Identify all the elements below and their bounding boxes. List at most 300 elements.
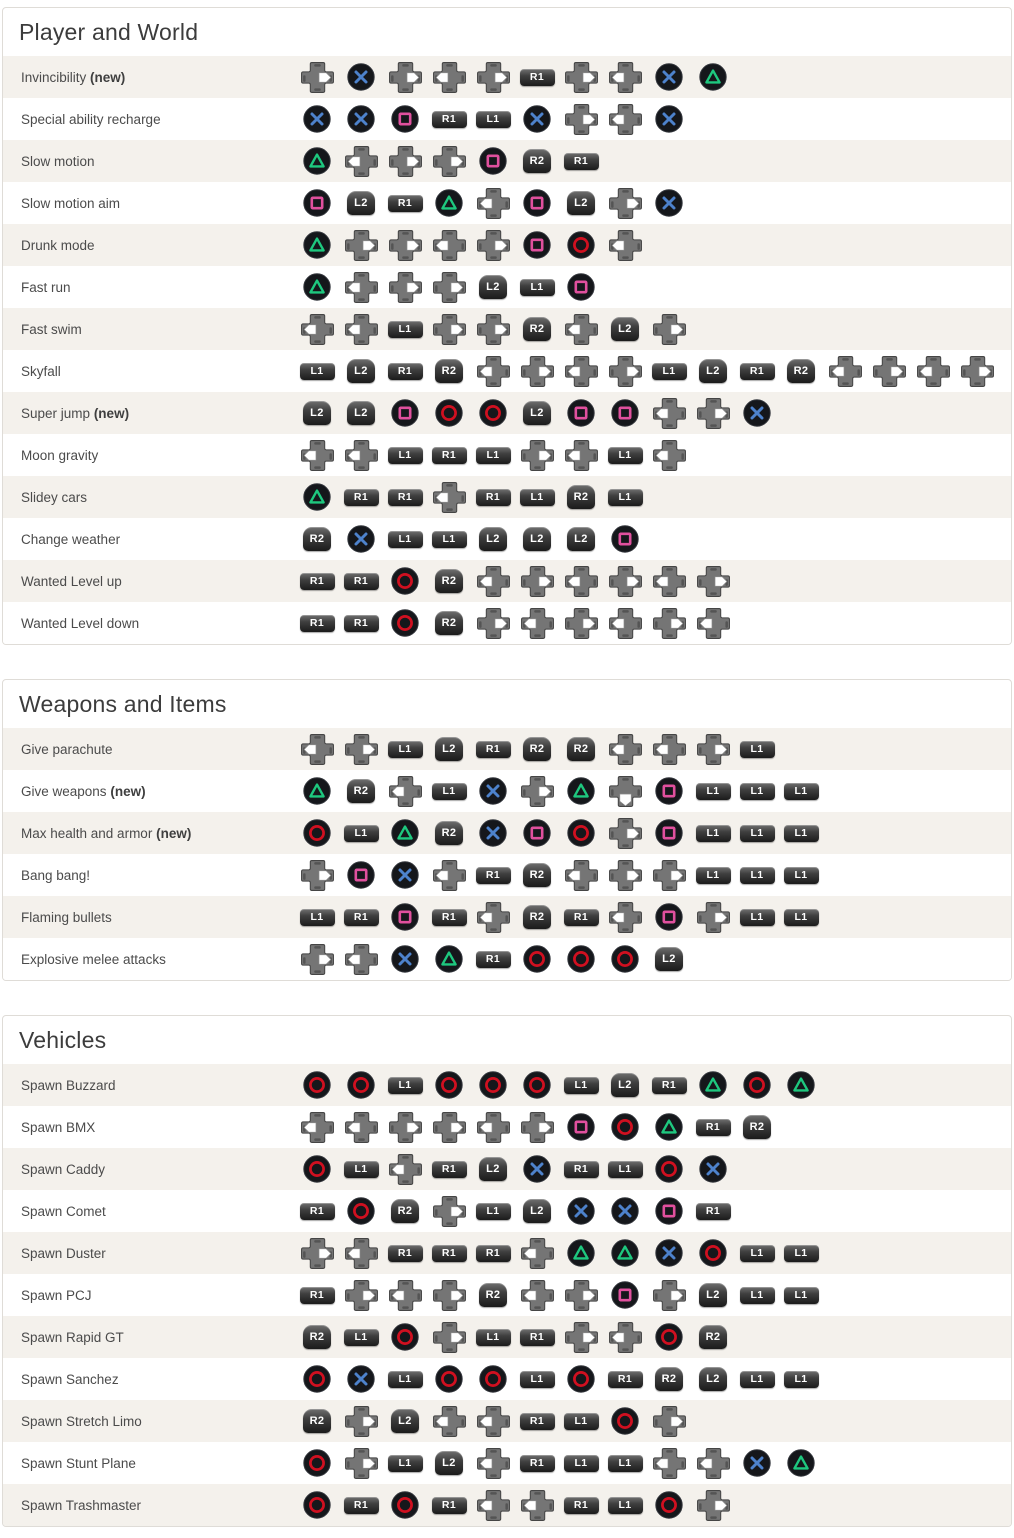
btn-square-icon xyxy=(647,903,691,931)
button-slot xyxy=(603,1497,647,1514)
dpad-right-icon xyxy=(647,313,691,346)
btn-triangle-icon xyxy=(295,483,339,511)
button-slot xyxy=(471,447,515,464)
button-slot xyxy=(691,783,735,800)
btn-l2-icon: L2 xyxy=(523,1199,551,1223)
btn-l1-icon: L1 xyxy=(696,825,731,842)
button-slot xyxy=(779,783,823,800)
btn-x-icon xyxy=(339,1365,383,1393)
btn-l1-icon: L1 xyxy=(608,1497,643,1514)
dpad-right-icon xyxy=(691,565,735,598)
dpad-right-icon xyxy=(559,1321,603,1354)
btn-l2-icon: L2 xyxy=(567,191,595,215)
button-slot xyxy=(339,1161,383,1178)
button-sequence xyxy=(295,187,691,220)
button-slot xyxy=(471,867,515,884)
dpad-right-icon xyxy=(295,61,339,94)
dpad-left-icon xyxy=(603,103,647,136)
btn-l1-icon: L1 xyxy=(300,909,335,926)
btn-square-icon xyxy=(559,399,603,427)
dpad-left-icon xyxy=(383,775,427,808)
btn-r1-icon: R1 xyxy=(652,1077,687,1094)
dpad-left-icon xyxy=(471,901,515,934)
cheat-name: Max health and armor (new) xyxy=(21,825,192,841)
btn-l1-icon: L1 xyxy=(784,1245,819,1262)
cheat-row xyxy=(3,224,1011,266)
button-sequence xyxy=(295,943,691,976)
btn-x-icon xyxy=(647,105,691,133)
button-slot xyxy=(515,401,559,425)
btn-x-icon xyxy=(691,1155,735,1183)
btn-l1-icon: L1 xyxy=(476,1203,511,1220)
btn-x-icon xyxy=(471,819,515,847)
btn-r2-icon: R2 xyxy=(303,527,331,551)
btn-l1-icon: L1 xyxy=(564,1455,599,1472)
dpad-left-icon xyxy=(603,901,647,934)
btn-r2-icon: R2 xyxy=(391,1199,419,1223)
button-slot xyxy=(471,527,515,551)
btn-r1-icon: R1 xyxy=(520,69,555,86)
btn-triangle-icon xyxy=(559,777,603,805)
button-slot xyxy=(339,401,383,425)
dpad-right-icon xyxy=(559,61,603,94)
cheat-row xyxy=(3,476,1011,518)
button-slot xyxy=(427,909,471,926)
button-slot xyxy=(471,1283,515,1307)
btn-r1-icon: R1 xyxy=(476,741,511,758)
btn-circle-icon xyxy=(603,1113,647,1141)
button-slot xyxy=(559,1077,603,1094)
dpad-right-icon xyxy=(339,1405,383,1438)
button-slot xyxy=(559,1455,603,1472)
btn-circle-icon xyxy=(559,1365,603,1393)
dpad-right-icon xyxy=(559,607,603,640)
dpad-right-icon xyxy=(647,1279,691,1312)
button-sequence xyxy=(295,103,691,136)
button-slot xyxy=(559,1161,603,1178)
dpad-left-icon xyxy=(471,1489,515,1522)
cheat-name: Spawn Caddy xyxy=(21,1161,106,1177)
button-slot xyxy=(295,573,339,590)
cheat-row xyxy=(3,308,1011,350)
cheat-name: Give parachute xyxy=(21,741,113,757)
dpad-right-icon xyxy=(427,1321,471,1354)
btn-x-icon xyxy=(603,1197,647,1225)
dpad-right-icon xyxy=(647,1405,691,1438)
button-slot xyxy=(427,821,471,845)
button-slot xyxy=(779,1371,823,1388)
cheat-name: Spawn Comet xyxy=(21,1203,106,1219)
cheat-row xyxy=(3,854,1011,896)
button-slot xyxy=(471,1203,515,1220)
cheat-name: Spawn PCJ xyxy=(21,1287,92,1303)
btn-l1-icon: L1 xyxy=(784,867,819,884)
button-slot xyxy=(339,825,383,842)
btn-r1-icon: R1 xyxy=(344,573,379,590)
button-slot xyxy=(559,153,603,170)
cheat-name: Spawn Buzzard xyxy=(21,1077,116,1093)
btn-r2-icon: R2 xyxy=(567,737,595,761)
btn-r1-icon: R1 xyxy=(344,489,379,506)
cheat-section xyxy=(2,7,1012,645)
btn-l1-icon: L1 xyxy=(388,1455,423,1472)
btn-x-icon xyxy=(383,861,427,889)
button-slot xyxy=(339,909,383,926)
dpad-right-icon xyxy=(515,439,559,472)
dpad-left-icon xyxy=(647,733,691,766)
dpad-left-icon xyxy=(339,439,383,472)
new-badge: (new) xyxy=(93,405,130,421)
cheat-name: Drunk mode xyxy=(21,237,95,253)
button-sequence xyxy=(295,61,735,94)
cheat-row xyxy=(3,896,1011,938)
dpad-right-icon xyxy=(471,61,515,94)
btn-r2-icon: R2 xyxy=(479,1283,507,1307)
btn-l2-icon: L2 xyxy=(347,359,375,383)
dpad-right-icon xyxy=(295,943,339,976)
dpad-left-icon xyxy=(603,229,647,262)
btn-circle-icon xyxy=(295,819,339,847)
cheat-codes-page xyxy=(0,7,1014,1527)
btn-l1-icon: L1 xyxy=(740,909,775,926)
btn-l2-icon: L2 xyxy=(479,275,507,299)
button-slot xyxy=(559,737,603,761)
dpad-left-icon xyxy=(823,355,867,388)
button-sequence xyxy=(295,733,779,766)
button-slot xyxy=(515,489,559,506)
button-slot xyxy=(295,527,339,551)
cheat-name: Skyfall xyxy=(21,363,61,379)
button-slot xyxy=(471,1245,515,1262)
btn-circle-icon xyxy=(515,1071,559,1099)
dpad-right-icon xyxy=(471,313,515,346)
button-slot xyxy=(691,1203,735,1220)
btn-r1-icon: R1 xyxy=(300,1203,335,1220)
btn-x-icon xyxy=(383,945,427,973)
btn-circle-icon xyxy=(647,1323,691,1351)
btn-circle-icon xyxy=(471,399,515,427)
dpad-left-icon xyxy=(515,607,559,640)
button-slot xyxy=(735,1245,779,1262)
btn-l1-icon: L1 xyxy=(344,825,379,842)
btn-r1-icon: R1 xyxy=(520,1413,555,1430)
new-badge: (new) xyxy=(90,69,126,85)
button-slot xyxy=(339,615,383,632)
dpad-left-icon xyxy=(603,733,647,766)
btn-x-icon xyxy=(647,1239,691,1267)
dpad-down-icon xyxy=(603,775,647,808)
btn-l2-icon: L2 xyxy=(303,401,331,425)
button-slot xyxy=(295,401,339,425)
btn-square-icon xyxy=(295,189,339,217)
button-slot xyxy=(779,825,823,842)
button-sequence xyxy=(295,525,647,553)
dpad-right-icon xyxy=(691,901,735,934)
cheat-row xyxy=(3,98,1011,140)
btn-l2-icon: L2 xyxy=(523,401,551,425)
btn-l1-icon: L1 xyxy=(432,783,467,800)
cheat-name: Wanted Level down xyxy=(21,615,140,631)
btn-r1-icon: R1 xyxy=(432,447,467,464)
btn-r2-icon: R2 xyxy=(523,905,551,929)
button-slot xyxy=(603,1161,647,1178)
btn-r1-icon: R1 xyxy=(388,1245,423,1262)
cheat-row xyxy=(3,182,1011,224)
button-slot xyxy=(691,1119,735,1136)
cheat-row xyxy=(3,602,1011,644)
dpad-right-icon xyxy=(471,607,515,640)
button-slot xyxy=(427,611,471,635)
btn-l1-icon: L1 xyxy=(784,1371,819,1388)
button-sequence xyxy=(295,859,823,892)
dpad-left-icon xyxy=(515,1279,559,1312)
cheat-row xyxy=(3,560,1011,602)
button-slot xyxy=(735,1371,779,1388)
button-slot xyxy=(515,1455,559,1472)
dpad-left-icon xyxy=(515,1237,559,1270)
dpad-left-icon xyxy=(339,145,383,178)
dpad-left-icon xyxy=(691,1447,735,1480)
button-slot xyxy=(603,1455,647,1472)
btn-r1-icon: R1 xyxy=(300,615,335,632)
button-slot xyxy=(647,1077,691,1094)
btn-l1-icon: L1 xyxy=(344,1161,379,1178)
button-sequence xyxy=(295,271,603,304)
dpad-left-icon xyxy=(295,313,339,346)
button-slot xyxy=(515,1371,559,1388)
dpad-right-icon xyxy=(691,397,735,430)
button-slot xyxy=(559,485,603,509)
btn-circle-icon xyxy=(515,945,559,973)
btn-square-icon xyxy=(603,1281,647,1309)
btn-circle-icon xyxy=(383,567,427,595)
btn-r1-icon: R1 xyxy=(520,1455,555,1472)
cheat-name: Slow motion xyxy=(21,153,95,169)
button-slot xyxy=(735,741,779,758)
button-sequence xyxy=(295,313,691,346)
btn-l2-icon: L2 xyxy=(479,527,507,551)
btn-l1-icon: L1 xyxy=(740,825,775,842)
cheat-row xyxy=(3,392,1011,434)
btn-l1-icon: L1 xyxy=(476,447,511,464)
button-slot xyxy=(383,1409,427,1433)
btn-square-icon xyxy=(559,273,603,301)
button-slot xyxy=(427,737,471,761)
button-slot xyxy=(471,741,515,758)
dpad-right-icon xyxy=(603,187,647,220)
cheat-name: Invincibility (new) xyxy=(21,69,126,85)
button-sequence xyxy=(295,397,779,430)
dpad-right-icon xyxy=(383,229,427,262)
dpad-right-icon xyxy=(559,1279,603,1312)
button-slot xyxy=(339,191,383,215)
btn-x-icon xyxy=(339,525,383,553)
btn-triangle-icon xyxy=(295,231,339,259)
btn-l1-icon: L1 xyxy=(300,363,335,380)
btn-l2-icon: L2 xyxy=(699,359,727,383)
button-slot xyxy=(427,1497,471,1514)
button-slot xyxy=(735,1115,779,1139)
button-sequence xyxy=(295,1365,823,1393)
btn-r1-icon: R1 xyxy=(388,363,423,380)
btn-square-icon xyxy=(647,777,691,805)
btn-square-icon xyxy=(471,147,515,175)
btn-l1-icon: L1 xyxy=(696,867,731,884)
btn-circle-icon xyxy=(603,1407,647,1435)
btn-l2-icon: L2 xyxy=(479,1157,507,1181)
button-slot xyxy=(515,863,559,887)
btn-l2-icon: L2 xyxy=(523,527,551,551)
btn-l1-icon: L1 xyxy=(608,1161,643,1178)
btn-r1-icon: R1 xyxy=(388,195,423,212)
dpad-left-icon xyxy=(427,1405,471,1438)
dpad-right-icon xyxy=(427,313,471,346)
button-slot xyxy=(647,947,691,971)
button-slot xyxy=(559,909,603,926)
btn-circle-icon xyxy=(427,399,471,427)
btn-circle-icon xyxy=(295,1365,339,1393)
button-slot xyxy=(427,1451,471,1475)
btn-r2-icon: R2 xyxy=(743,1115,771,1139)
btn-l1-icon: L1 xyxy=(564,1413,599,1430)
dpad-left-icon xyxy=(471,1447,515,1480)
btn-l1-icon: L1 xyxy=(740,741,775,758)
button-slot xyxy=(295,1287,339,1304)
btn-r1-icon: R1 xyxy=(432,1245,467,1262)
btn-r1-icon: R1 xyxy=(696,1203,731,1220)
dpad-left-icon xyxy=(427,481,471,514)
btn-l1-icon: L1 xyxy=(432,531,467,548)
btn-r1-icon: R1 xyxy=(564,1497,599,1514)
btn-x-icon xyxy=(339,105,383,133)
dpad-right-icon xyxy=(691,733,735,766)
cheat-row xyxy=(3,1106,1011,1148)
cheat-row xyxy=(3,1316,1011,1358)
section-title: Vehicles xyxy=(19,1027,107,1053)
btn-triangle-icon xyxy=(295,777,339,805)
btn-square-icon xyxy=(383,105,427,133)
btn-l1-icon: L1 xyxy=(388,531,423,548)
dpad-right-icon xyxy=(955,355,999,388)
cheat-section xyxy=(2,1015,1012,1527)
button-sequence xyxy=(295,1447,823,1480)
btn-circle-icon xyxy=(383,1323,427,1351)
button-slot xyxy=(427,359,471,383)
button-slot xyxy=(295,909,339,926)
btn-l2-icon: L2 xyxy=(435,1451,463,1475)
button-slot xyxy=(559,1413,603,1430)
button-slot xyxy=(339,1497,383,1514)
btn-l2-icon: L2 xyxy=(655,947,683,971)
dpad-right-icon xyxy=(295,1237,339,1270)
btn-l1-icon: L1 xyxy=(740,1371,775,1388)
btn-l1-icon: L1 xyxy=(388,447,423,464)
btn-square-icon xyxy=(339,861,383,889)
btn-r2-icon: R2 xyxy=(435,569,463,593)
btn-x-icon xyxy=(647,189,691,217)
cheat-name: Spawn Rapid GT xyxy=(21,1329,124,1345)
button-slot xyxy=(383,489,427,506)
dpad-left-icon xyxy=(559,565,603,598)
cheat-row xyxy=(3,1190,1011,1232)
btn-r1-icon: R1 xyxy=(740,363,775,380)
btn-r1-icon: R1 xyxy=(564,909,599,926)
cheat-name: Bang bang! xyxy=(21,867,91,883)
button-slot xyxy=(427,447,471,464)
cheat-row xyxy=(3,1484,1011,1526)
dpad-left-icon xyxy=(471,355,515,388)
button-sequence xyxy=(295,229,647,262)
btn-square-icon xyxy=(559,1113,603,1141)
cheat-row xyxy=(3,728,1011,770)
btn-l1-icon: L1 xyxy=(784,783,819,800)
btn-r1-icon: R1 xyxy=(476,489,511,506)
button-slot xyxy=(515,149,559,173)
btn-circle-icon xyxy=(339,1197,383,1225)
button-slot xyxy=(515,317,559,341)
dpad-left-icon xyxy=(383,1153,427,1186)
btn-r1-icon: R1 xyxy=(696,1119,731,1136)
btn-r1-icon: R1 xyxy=(432,1161,467,1178)
button-slot xyxy=(471,489,515,506)
button-slot xyxy=(471,951,515,968)
btn-triangle-icon xyxy=(647,1113,691,1141)
btn-r1-icon: R1 xyxy=(476,1245,511,1262)
dpad-left-icon xyxy=(339,1111,383,1144)
cheat-row xyxy=(3,140,1011,182)
button-slot xyxy=(427,531,471,548)
dpad-right-icon xyxy=(603,355,647,388)
dpad-right-icon xyxy=(383,61,427,94)
dpad-right-icon xyxy=(427,271,471,304)
button-slot xyxy=(471,1157,515,1181)
btn-r2-icon: R2 xyxy=(303,1409,331,1433)
btn-triangle-icon xyxy=(779,1449,823,1477)
btn-triangle-icon xyxy=(559,1239,603,1267)
btn-square-icon xyxy=(515,231,559,259)
button-slot xyxy=(559,1497,603,1514)
cheat-name: Explosive melee attacks xyxy=(21,951,166,967)
btn-l1-icon: L1 xyxy=(520,279,555,296)
cheat-row xyxy=(3,1148,1011,1190)
btn-l1-icon: L1 xyxy=(608,1455,643,1472)
cheat-rows xyxy=(3,1064,1011,1526)
dpad-left-icon xyxy=(471,565,515,598)
btn-circle-icon xyxy=(647,1155,691,1183)
btn-circle-icon xyxy=(427,1071,471,1099)
button-sequence xyxy=(295,1071,823,1099)
btn-l2-icon: L2 xyxy=(699,1283,727,1307)
button-slot xyxy=(735,1287,779,1304)
btn-l1-icon: L1 xyxy=(388,321,423,338)
btn-r1-icon: R1 xyxy=(564,1161,599,1178)
dpad-right-icon xyxy=(339,229,383,262)
dpad-right-icon xyxy=(691,1489,735,1522)
dpad-left-icon xyxy=(911,355,955,388)
btn-r2-icon: R2 xyxy=(787,359,815,383)
dpad-left-icon xyxy=(339,271,383,304)
button-slot xyxy=(735,825,779,842)
cheat-row xyxy=(3,1232,1011,1274)
btn-square-icon xyxy=(603,525,647,553)
dpad-left-icon xyxy=(515,1489,559,1522)
button-slot xyxy=(383,1455,427,1472)
btn-l2-icon: L2 xyxy=(611,1073,639,1097)
cheat-name: Slidey cars xyxy=(21,489,88,505)
dpad-right-icon xyxy=(603,859,647,892)
btn-l2-icon: L2 xyxy=(435,737,463,761)
button-slot xyxy=(515,1199,559,1223)
